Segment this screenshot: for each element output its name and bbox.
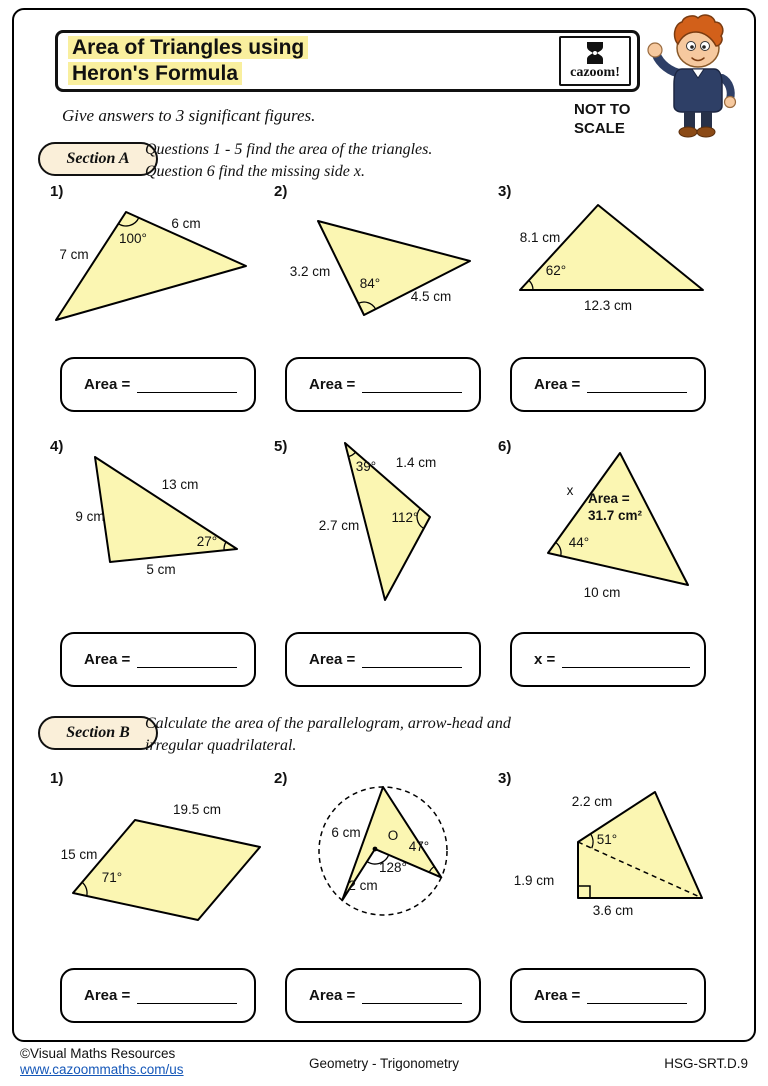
question-number-a6: 6): [498, 438, 512, 455]
side-label: 12.3 cm: [583, 298, 633, 313]
answer-label: Area =: [84, 376, 131, 393]
figure-b2-arrowhead: [313, 771, 455, 933]
not-to-scale-line2: SCALE: [574, 120, 625, 137]
answer-box: [60, 632, 256, 687]
answer-underline: [137, 988, 237, 1004]
figure-a2-triangle: [276, 203, 488, 325]
side-label: 5 cm: [146, 562, 176, 577]
angle-label: 100°: [119, 231, 147, 246]
title-box: [55, 30, 640, 92]
question-number-a3: 3): [498, 183, 512, 200]
angle-label: 84°: [359, 276, 381, 291]
triangle-shape: [56, 212, 246, 320]
answer-underline: [362, 988, 462, 1004]
question-number-a2: 2): [274, 183, 288, 200]
answer-label: Area =: [309, 651, 356, 668]
mascot-illustration: [642, 14, 742, 140]
center-dot: [373, 847, 378, 852]
answer-box: [285, 632, 481, 687]
answer-box: [285, 357, 481, 412]
footer-url-link[interactable]: www.cazoommaths.com/us: [20, 1062, 184, 1077]
answer-box: [510, 968, 706, 1023]
page-title: [58, 35, 308, 87]
answer-label: Area =: [84, 651, 131, 668]
side-label: 7 cm: [59, 247, 89, 262]
question-number-a1: 1): [50, 183, 64, 200]
question-number-b3: 3): [498, 770, 512, 787]
side-label: 8.1 cm: [519, 230, 561, 245]
footer-copyright: ©Visual Maths Resources: [20, 1046, 176, 1061]
side-label-x: x: [566, 483, 574, 498]
angle-label: 27°: [196, 534, 218, 549]
section-a-description-line2: Question 6 find the missing side x.: [145, 163, 365, 180]
angle-label: 112°: [391, 510, 419, 525]
answer-label: Area =: [309, 987, 356, 1004]
answer-box: [60, 357, 256, 412]
side-label: 1.9 cm: [513, 873, 555, 888]
question-number-b1: 1): [50, 770, 64, 787]
page-title-line2: Heron's Formula: [68, 62, 242, 85]
side-label: 1.4 cm: [395, 455, 437, 470]
answer-underline: [362, 377, 462, 393]
section-b-pill: Section B: [38, 716, 158, 750]
footer-subject: Geometry - Trigonometry: [308, 1056, 460, 1071]
answer-underline: [362, 652, 462, 668]
footer-code: HSG-SRT.D.9: [664, 1056, 748, 1071]
side-label: 2.7 cm: [318, 518, 360, 533]
question-number-a4: 4): [50, 438, 64, 455]
answer-underline: [137, 377, 237, 393]
answer-underline: [587, 988, 687, 1004]
side-label: 13 cm: [161, 477, 199, 492]
answer-label: x =: [534, 651, 556, 668]
side-label: 2 cm: [348, 878, 378, 893]
side-label: 3.6 cm: [592, 903, 634, 918]
not-to-scale-line1: NOT TO: [574, 101, 631, 118]
angle-label: 62°: [545, 263, 567, 278]
answer-underline: [562, 652, 690, 668]
angle-label: 51°: [596, 832, 618, 847]
answer-label: Area =: [534, 987, 581, 1004]
side-label: 10 cm: [583, 585, 621, 600]
section-b-description-line1: Calculate the area of the parallelogram, arrow-head and: [145, 715, 511, 732]
area-given-value: 31.7 cm²: [588, 508, 643, 523]
answer-underline: [587, 377, 687, 393]
question-number-a5: 5): [274, 438, 288, 455]
figure-a4-triangle: [58, 448, 263, 578]
mascot-figure: [648, 15, 736, 137]
figure-a5-triangle: [308, 433, 453, 605]
side-label: 19.5 cm: [172, 802, 222, 817]
figure-b1-parallelogram: [52, 788, 272, 926]
side-label: 6 cm: [171, 216, 201, 231]
answer-label: Area =: [534, 376, 581, 393]
answer-label: Area =: [84, 987, 131, 1004]
page-title-line1: Area of Triangles using: [68, 36, 308, 59]
side-label: 15 cm: [60, 847, 98, 862]
answer-box: [285, 968, 481, 1023]
section-b-description-line2: irregular quadrilateral.: [145, 737, 297, 754]
cazoom-logo-text: cazoom!: [570, 65, 620, 80]
side-label: 9 cm: [75, 509, 105, 524]
figure-b3-quadrilateral: [508, 778, 733, 920]
angle-label: 71°: [101, 870, 123, 885]
not-to-scale-label: [574, 100, 630, 138]
section-a-description-line1: Questions 1 - 5 find the area of the triangles.: [145, 141, 433, 158]
section-a-pill: Section A: [38, 142, 158, 176]
section-a-description: [145, 139, 432, 183]
answer-box: [510, 632, 706, 687]
answer-label: Area =: [309, 376, 356, 393]
question-number-b2: 2): [274, 770, 288, 787]
angle-label: 128°: [379, 860, 407, 875]
cazoom-logo: [559, 36, 631, 86]
cazoom-logo-icon: [585, 41, 605, 65]
area-given-label: Area =: [588, 491, 630, 506]
angle-label: 44°: [568, 535, 590, 550]
section-b-description: [145, 713, 511, 757]
figure-a6-triangle: [538, 443, 728, 601]
angle-label: 39°: [355, 459, 377, 474]
instruction-text: Give answers to 3 significant figures.: [62, 106, 316, 125]
answer-box: [510, 357, 706, 412]
angle-label: 47°: [408, 839, 430, 854]
center-label: O: [387, 828, 399, 843]
figure-a1-triangle: [46, 198, 261, 333]
answer-box: [60, 968, 256, 1023]
side-label: 2.2 cm: [571, 794, 613, 809]
figure-a3-triangle: [496, 193, 728, 321]
side-label: 6 cm: [331, 825, 361, 840]
side-label: 3.2 cm: [289, 264, 331, 279]
answer-underline: [137, 652, 237, 668]
side-label: 4.5 cm: [410, 289, 452, 304]
